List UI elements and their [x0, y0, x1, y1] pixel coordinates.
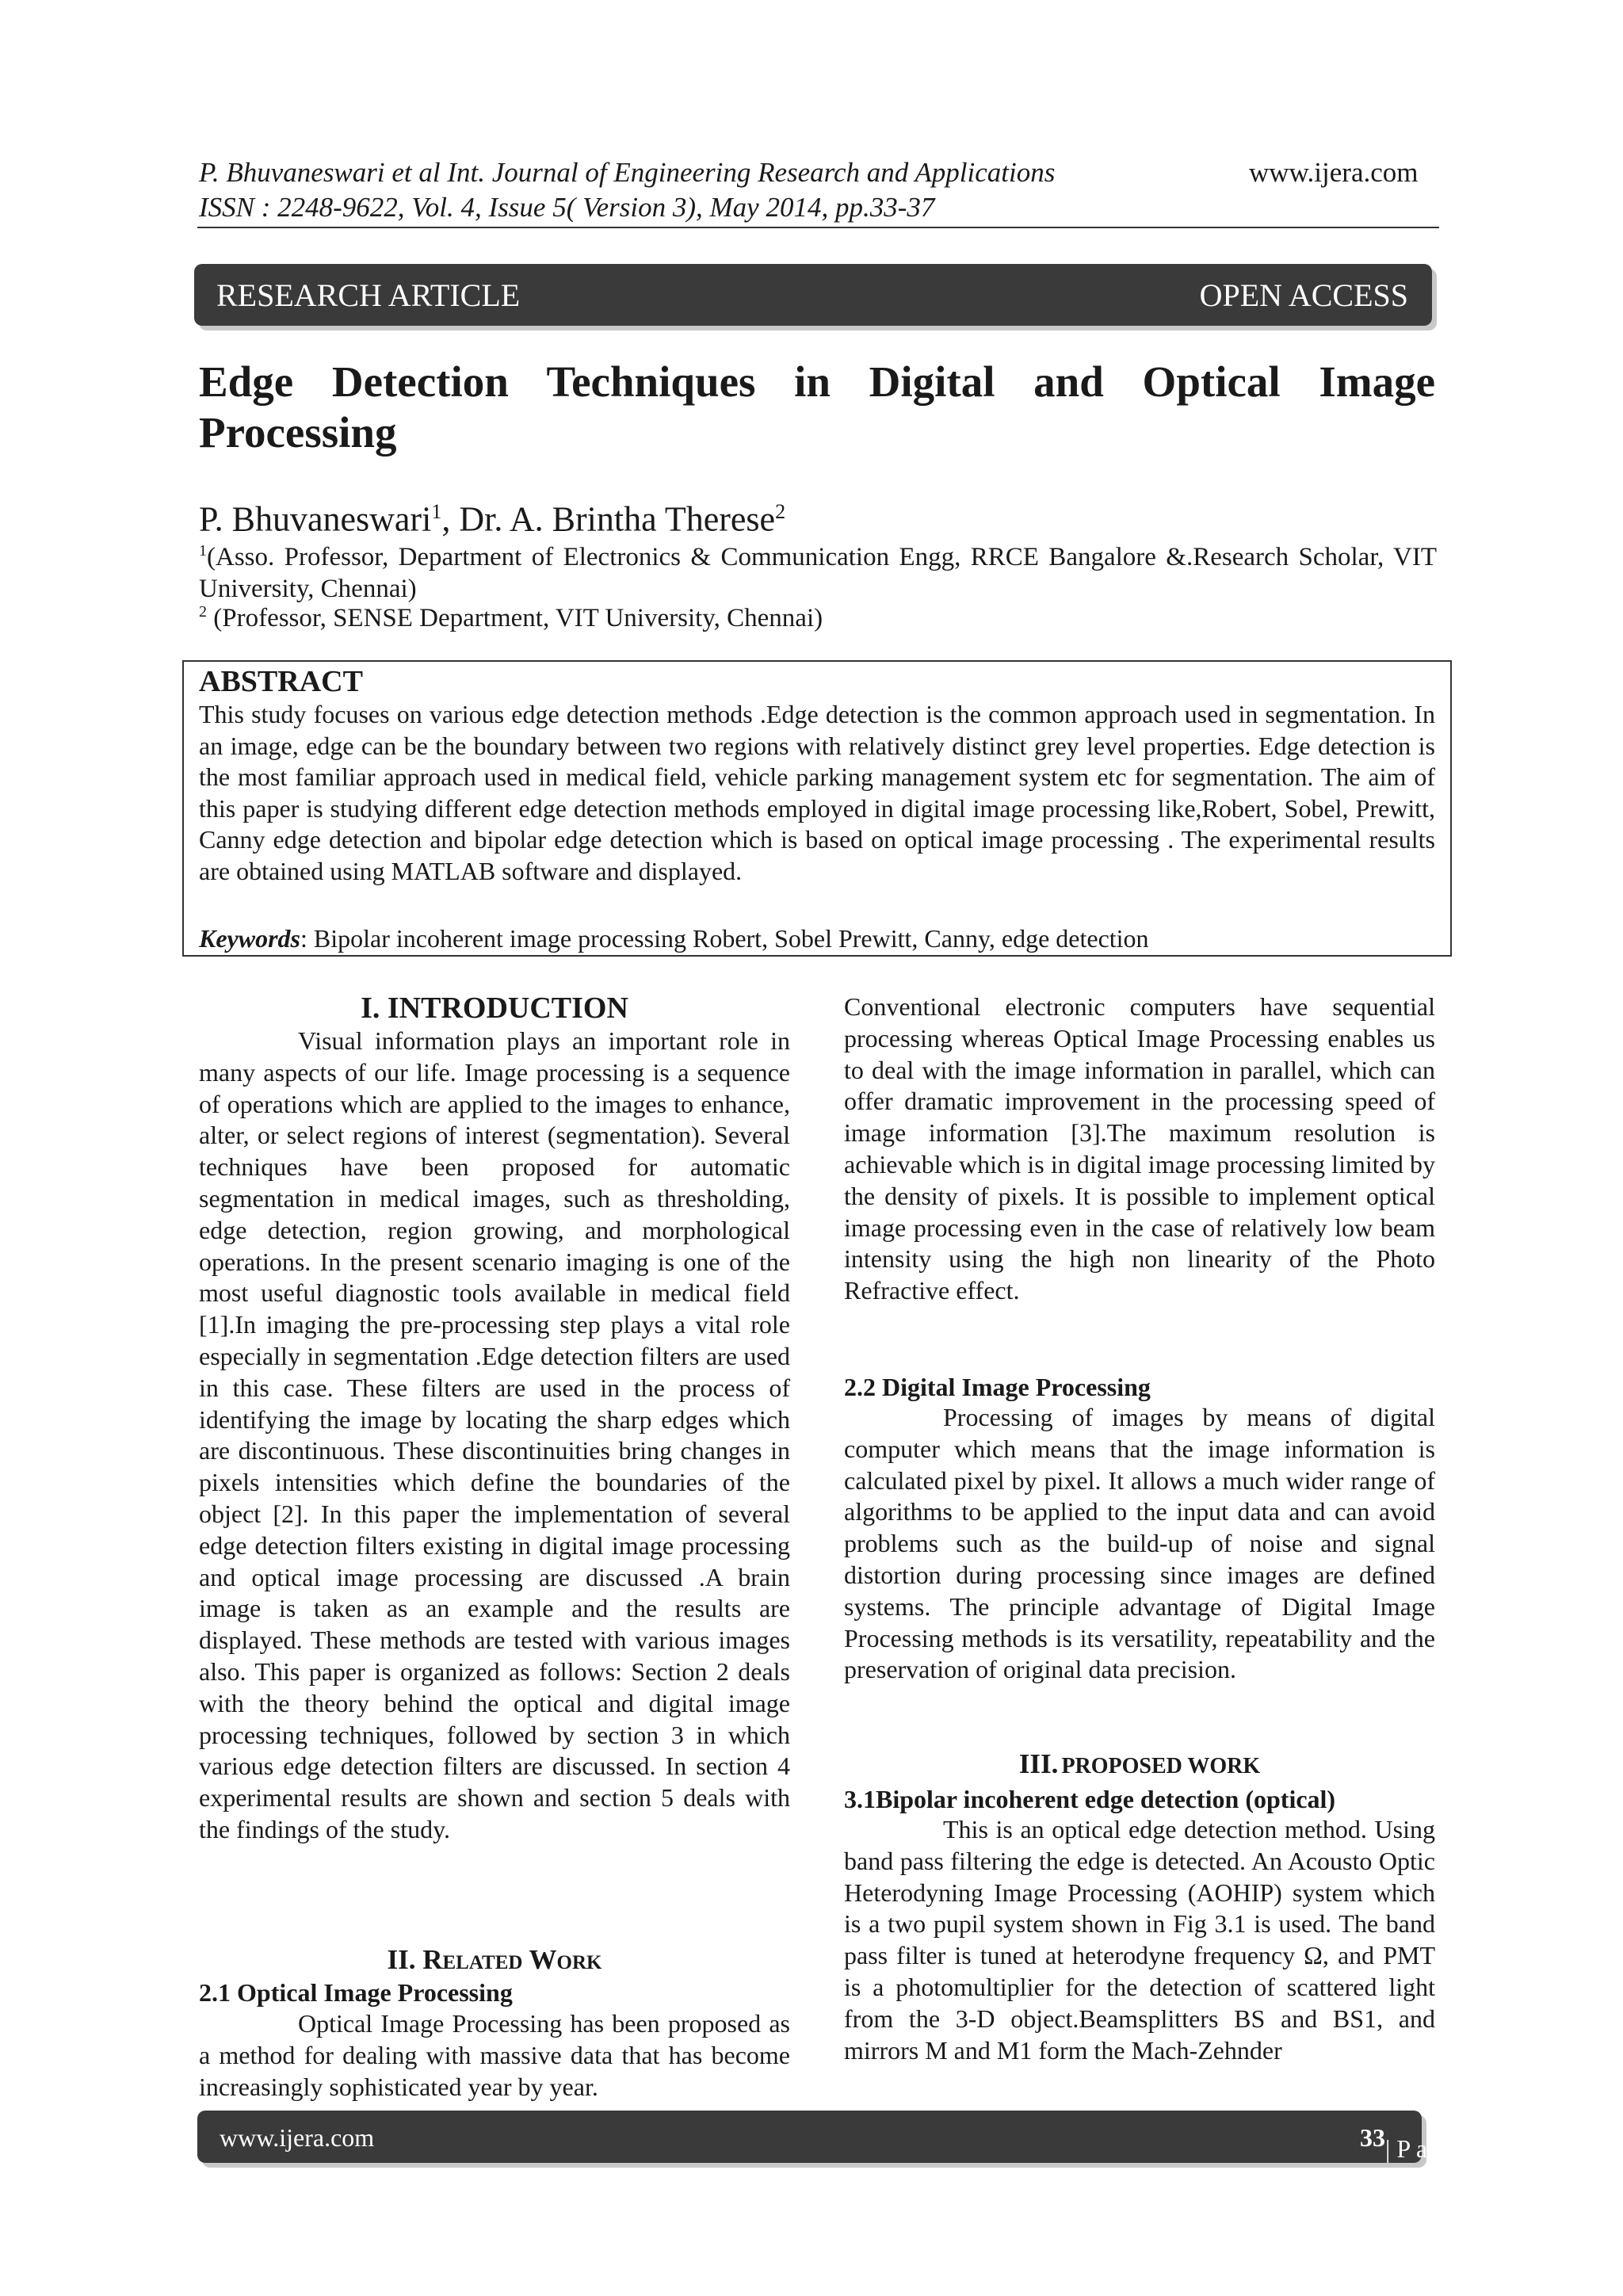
author-1: P. Bhuvaneswari — [199, 499, 432, 539]
abstract-heading: ABSTRACT — [199, 665, 363, 698]
affiliation-1: $^1$(Asso. Professor, Department of Electronics & Communication Engg, RRCE Bangalore &.Research Scholar, VIT University, Chennai) — [199, 542, 1437, 603]
keywords-label: Keywords — [199, 924, 300, 953]
introduction-text: Visual information plays an important role in many aspects of our life. Image processing is a sequence of operations which are applied to the images to enhance, alter, or select regions of interest (segmentation). Several techniques have been proposed for automatic segmentation in medical images, such as thresholding, edge detection, region growing, and morphological operations. In the present scenario imaging is one of the most useful diagnostic tools available in medical field [1].In imaging the pre-processing step plays a vital role especially in segmentation .Edge detection filters are used in this case. These filters are used in the process of identifying the image by locating the sharp edges which are discontinuous. These discontinuities bring changes in pixels intensities which define the boundaries of the object [2]. In this paper the implementation of several edge detection filters existing in digital image processing and optical image processing are discussed .A brain image is taken as an example and the results are displayed. These methods are tested with various images also. This paper is organized as follows: Section 2 deals with the theory behind the optical and digital image processing techniques, followed by section 3 in which various edge detection filters are discussed. In section 4 experimental results are shown and section 5 deals with the findings of the study. — [199, 1026, 790, 1843]
open-access-label: OPEN ACCESS — [1199, 277, 1408, 313]
related-work-heading: II. Related Work — [387, 1944, 602, 1975]
author-line: P. Bhuvaneswari$^1$, Dr. A. Brintha Therese$^2$ — [199, 499, 786, 539]
paper-title: Edge Detection Techniques in Digital and Optical Image Processing — [199, 357, 1435, 457]
digital-processing-heading: 2.2 Digital Image Processing — [844, 1373, 1151, 1401]
header-divider — [197, 227, 1439, 228]
issn-line: ISSN : 2248-9622, Vol. 4, Issue 5( Version 3), May 2014, pp.33-37 — [199, 192, 935, 223]
affiliation-2: $^2$ (Professor, SENSE Department, VIT University, Chennai) — [199, 603, 823, 632]
journal-website[interactable]: www.ijera.com — [1249, 157, 1419, 188]
bipolar-detection-text: This is an optical edge detection method. Using band pass filtering the edge is detected. An Acousto Optic Heterodyning Image Processing (AOHIP) system which is a two pupil system shown in Fig 3.1 is used. The band pass filter is tuned at heterodyne frequency Ω, and PMT is a photomultiplier for the detection of scattered light from the 3-D object.Beamsplitters BS and BS1, and mirrors M and M1 form the Mach-Zehnder — [844, 1815, 1435, 2065]
introduction-heading: I. INTRODUCTION — [361, 991, 628, 1025]
footer-website[interactable]: www.ijera.com — [220, 2123, 375, 2152]
optical-processing-text: Optical Image Processing has been proposed as a method for dealing with massive data that has become increasingly sophisticated year by year. — [199, 2009, 790, 2101]
proposed-work-heading: III. PROPOSED WORK — [1018, 1748, 1261, 1779]
optical-processing-continued: Conventional electronic computers have sequential processing whereas Optical Image Processing enables us to deal with the image information in parallel, which can offer dramatic improvement in the processing speed of image information [3].The maximum resolution is achievable which is in digital image processing limited by the density of pixels. It is possible to implement optical image processing even in the case of relatively low beam intensity using the high non linearity of the Photo Refractive effect. — [844, 992, 1435, 1305]
journal-citation: P. Bhuvaneswari et al Int. Journal of Engineering Research and Applications — [199, 157, 1056, 188]
optical-processing-heading: 2.1 Optical Image Processing — [199, 1978, 513, 2007]
article-type-banner — [194, 264, 1432, 326]
author-2: Dr. A. Brintha Therese — [459, 499, 776, 539]
digital-processing-text: Processing of images by means of digital computer which means that the image information is calculated pixel by pixel. It allows a much wider range of algorithms to be applied to the input data and can avoid problems such as the build-up of noise and signal distortion during processing since images are defined systems. The principle advantage of Digital Image Processing methods is its versatility, repeatability and the preservation of original data precision. — [844, 1403, 1435, 1684]
bipolar-detection-heading: 3.1Bipolar incoherent edge detection (optical) — [844, 1785, 1336, 1813]
abstract-text: This study focuses on various edge detection methods .Edge detection is the common approach used in segmentation. In an image, edge can be the boundary between two regions with relatively distinct grey level properties. Edge detection is the most familiar approach used in medical field, vehicle parking management system etc for segmentation. The aim of this paper is studying different edge detection methods employed in digital image processing like,Robert, Sobel, Prewitt, Canny edge detection and bipolar edge detection which is based on optical image processing . The experimental results are obtained using MATLAB software and displayed. — [199, 700, 1435, 885]
keywords-line: Keywords: Bipolar incoherent image processing Robert, Sobel Prewitt, Canny, edge detection — [199, 924, 1149, 953]
research-article-label: RESEARCH ARTICLE — [216, 277, 521, 313]
page-footer — [197, 2111, 1465, 2163]
page-number: 33 | P a g e — [1360, 2123, 1465, 2163]
